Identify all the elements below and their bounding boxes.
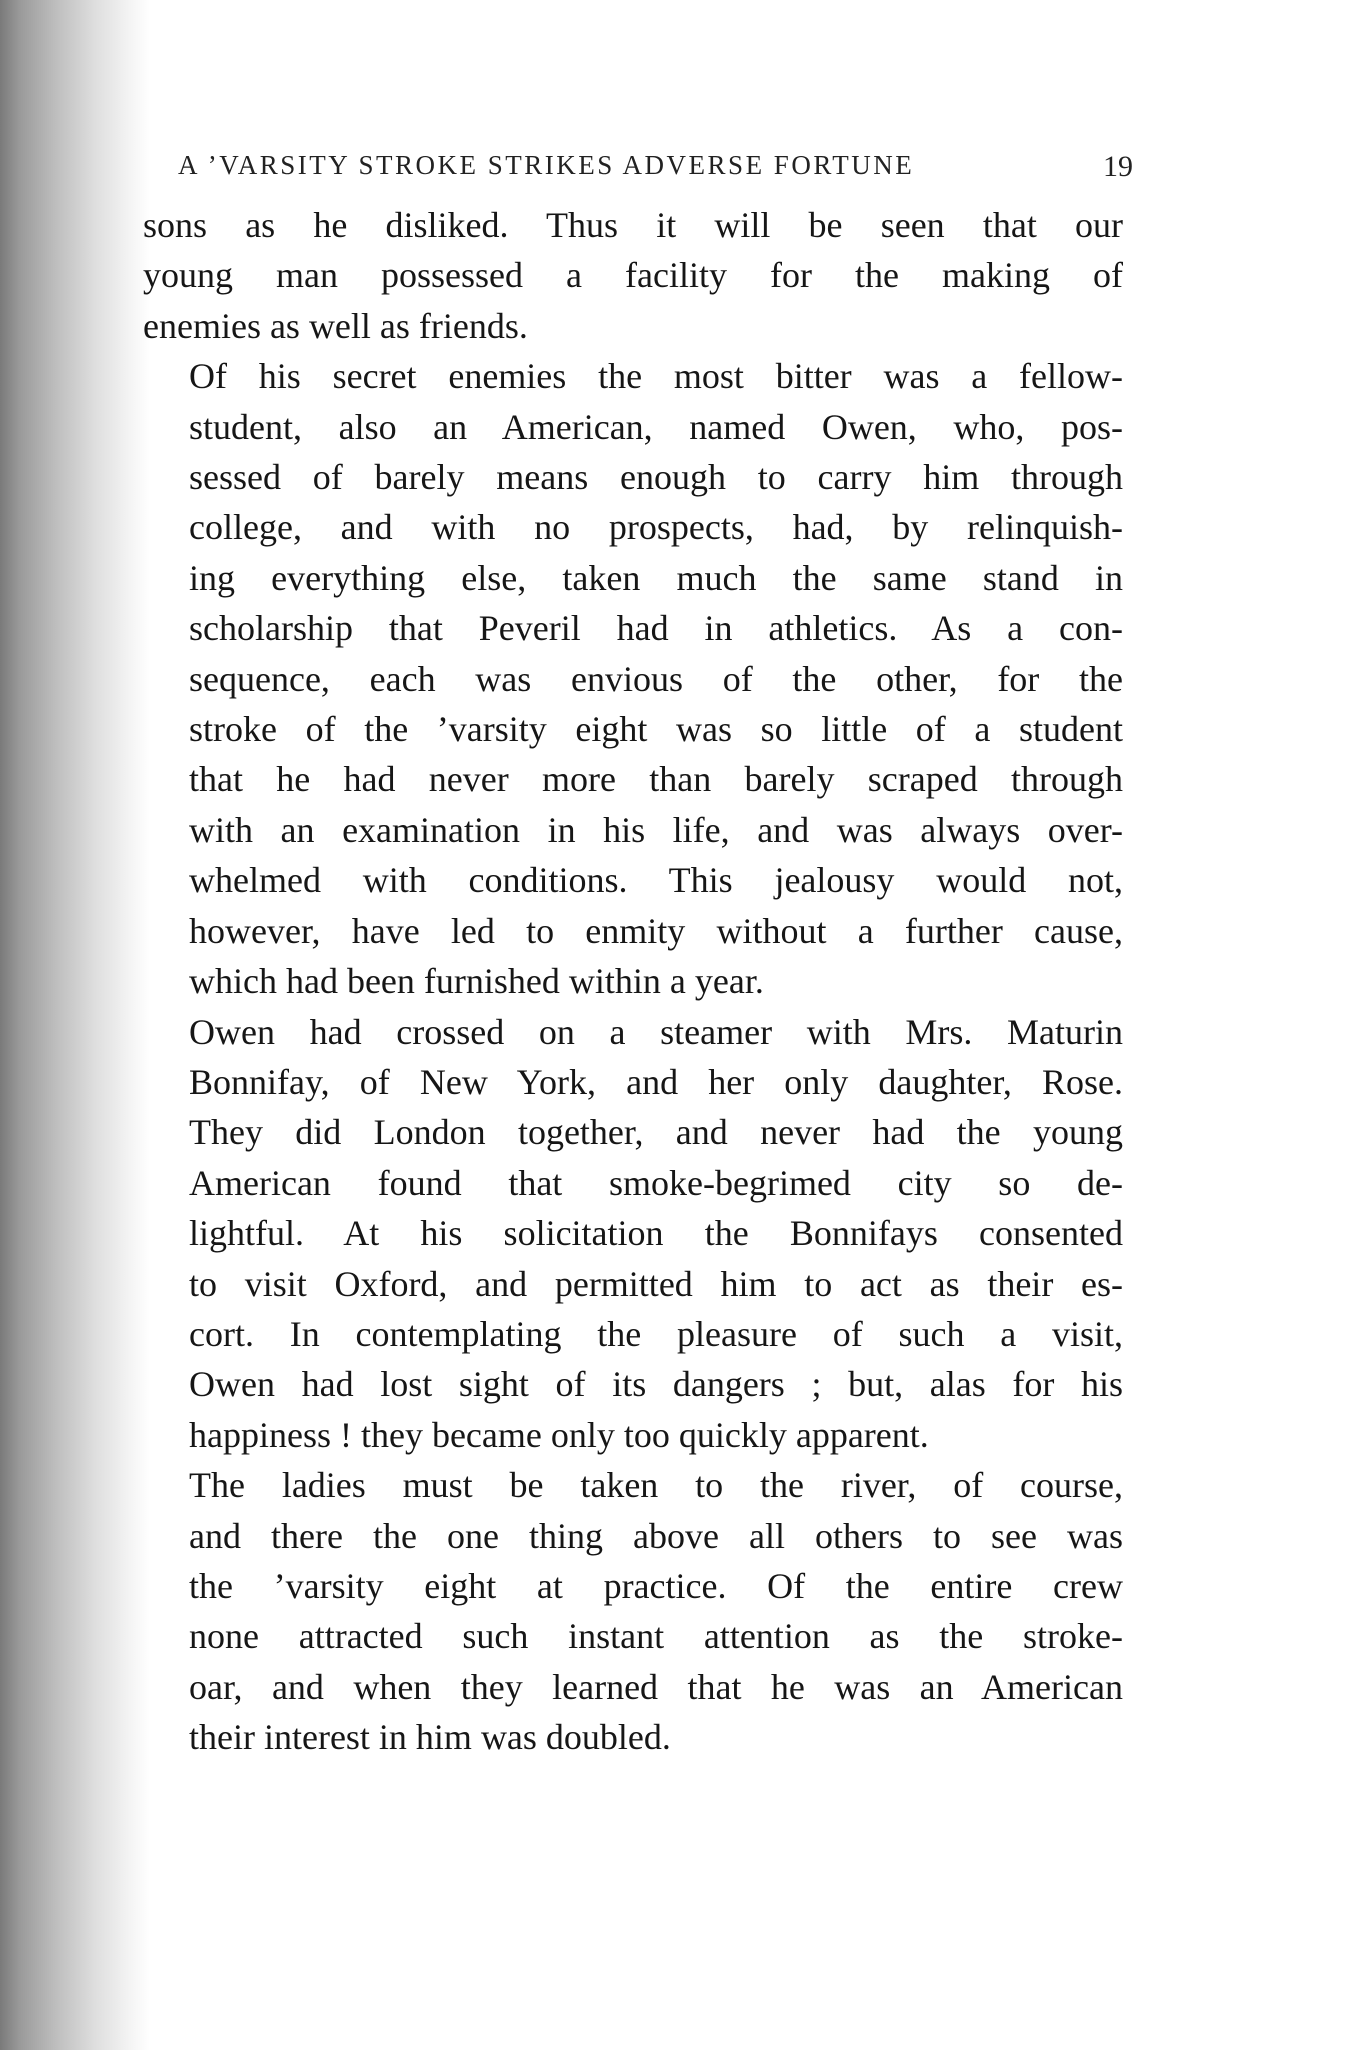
text-line: student, also an American, named Owen, who, pos- [189,406,1123,447]
text-line: happiness ! they became only too quickly apparent. [189,1414,929,1455]
paragraph-2 [143,351,1123,1006]
text-line: and there the one thing above all others to see was [189,1515,1123,1556]
running-head-title: A ’VARSITY STROKE STRIKES ADVERSE FORTUNE [178,150,915,180]
text-line: ing everything else, taken much the same stand in [189,557,1123,598]
text-line: Bonnifay, of New York, and her only daughter, Rose. [189,1061,1123,1102]
text-line: sessed of barely means enough to carry him through [189,457,1123,498]
text-line: college, and with no prospects, had, by relinquish- [189,507,1123,548]
text-line: however, have led to enmity without a further cause, [189,910,1123,951]
text-line: American found that smoke-begrimed city so de- [189,1162,1123,1203]
paragraph-3 [143,1007,1123,1461]
text-line: none attracted such instant attention as the stroke- [189,1616,1123,1657]
text-line: Owen had lost sight of its dangers ; but, alas for his [189,1364,1123,1405]
text-line: Of his secret enemies the most bitter was a fellow- [189,356,1123,397]
text-line: which had been furnished within a year. [189,961,764,1002]
text-line: oar, and when they learned that he was an American [189,1666,1123,1707]
text-line: young man possessed a facility for the making of [143,255,1123,296]
text-line: enemies as well as friends. [143,305,528,346]
body-text [143,200,1123,1763]
text-line: that he had never more than barely scraped through [189,759,1123,800]
text-line: with an examination in his life, and was always over- [189,809,1123,850]
text-line: the ’varsity eight at practice. Of the entire crew [189,1565,1123,1606]
text-line: sequence, each was envious of the other, for the [189,658,1123,699]
text-line: Owen had crossed on a steamer with Mrs. Maturin [189,1011,1123,1052]
text-line: whelmed with conditions. This jealousy would not, [189,860,1123,901]
text-line: their interest in him was doubled. [189,1717,671,1758]
text-line: scholarship that Peveril had in athletics. As a con- [189,608,1123,649]
paragraph-4 [143,1460,1123,1762]
text-line: cort. In contemplating the pleasure of such a visit, [189,1313,1123,1354]
text-line: stroke of the ’varsity eight was so little of a student [189,709,1123,750]
running-head [178,150,1133,190]
text-line: The ladies must be taken to the river, of course, [189,1465,1123,1506]
text-line: They did London together, and never had the young [189,1112,1123,1153]
text-line: sons as he disliked. Thus it will be seen that our [143,205,1123,245]
text-line: lightful. At his solicitation the Bonnifays consented [189,1213,1123,1254]
page-number: 19 [1103,150,1133,183]
text-line: to visit Oxford, and permitted him to act as their es- [189,1263,1123,1304]
paragraph-1 [143,200,1123,351]
